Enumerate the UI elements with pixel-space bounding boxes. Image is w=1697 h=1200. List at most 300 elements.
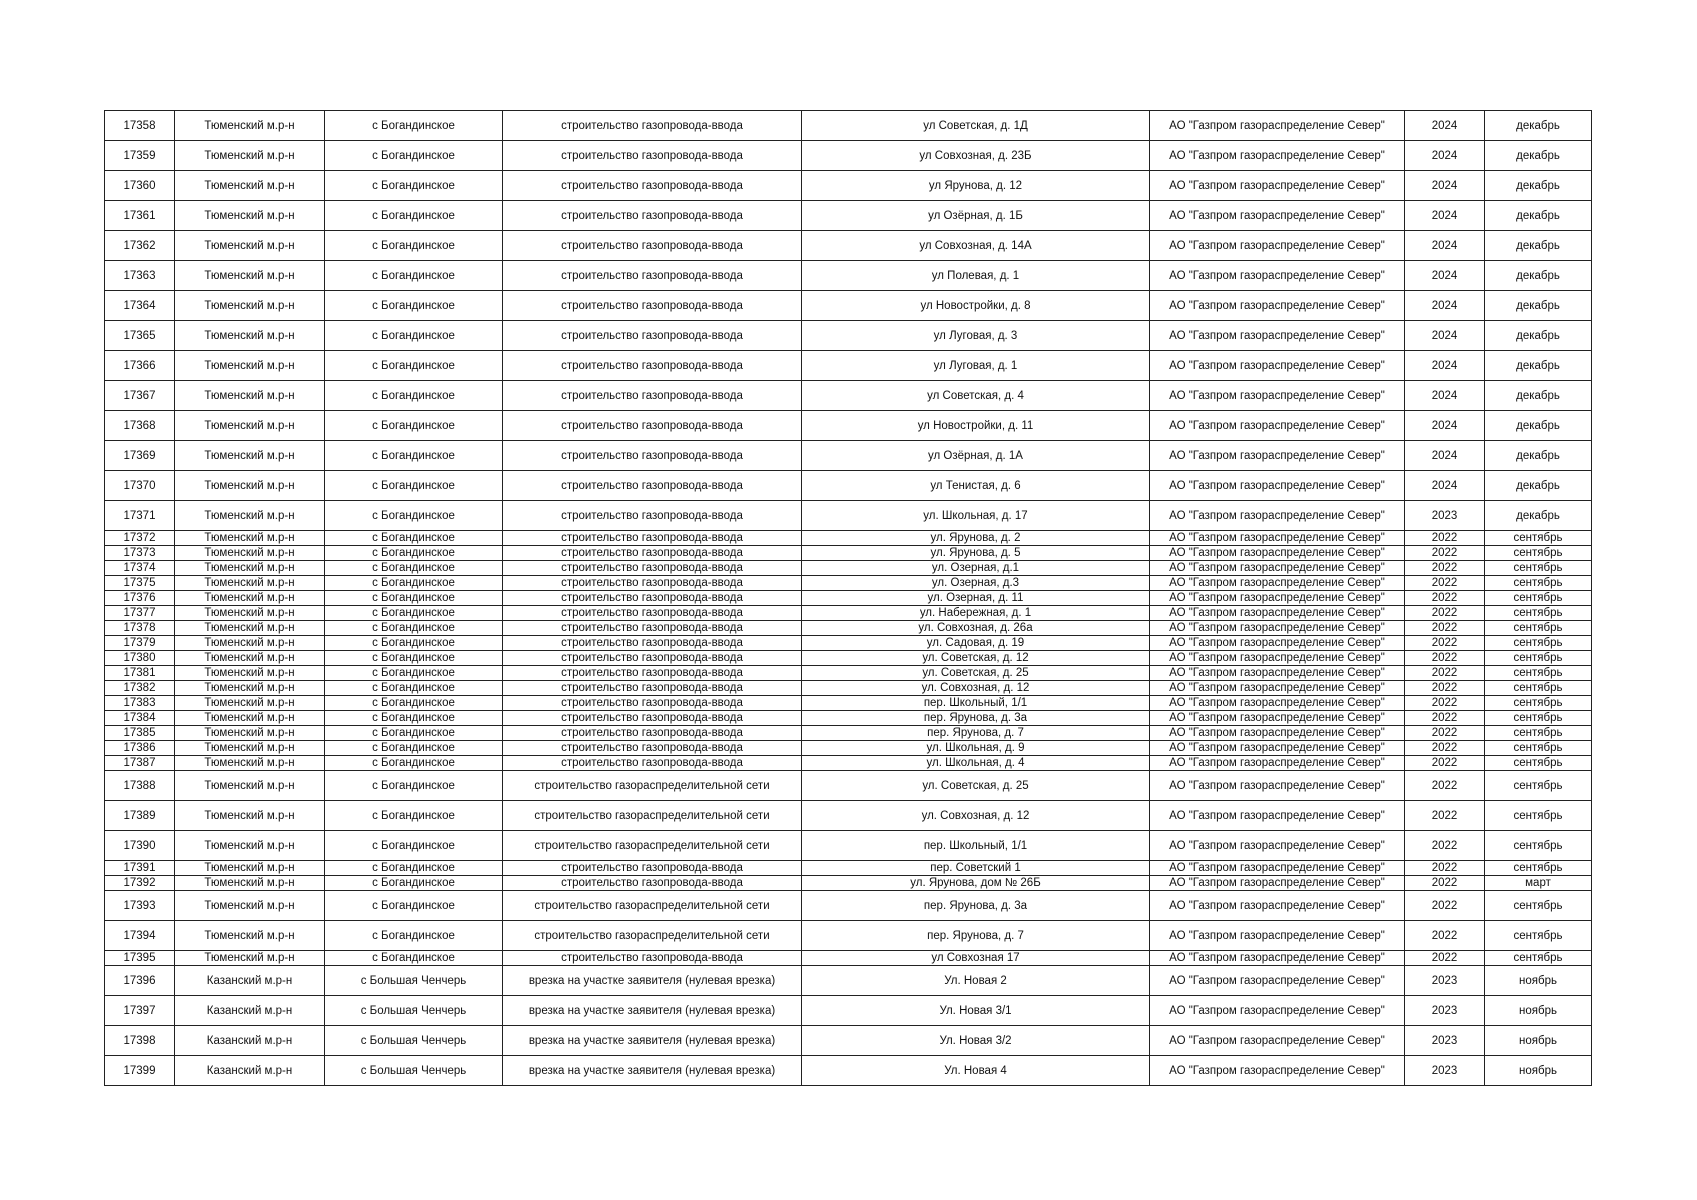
cell-year: 2023	[1405, 501, 1485, 531]
cell-year: 2022	[1405, 891, 1485, 921]
cell-id: 17372	[105, 531, 175, 546]
cell-address: ул. Ярунова, д. 2	[802, 531, 1150, 546]
cell-address: ул Совхозная, д. 14А	[802, 231, 1150, 261]
cell-year: 2022	[1405, 651, 1485, 666]
cell-locality: с Богандинское	[325, 576, 503, 591]
cell-work-type: строительство газопровода-ввода	[503, 471, 802, 501]
cell-locality: с Богандинское	[325, 651, 503, 666]
cell-month: декабрь	[1485, 321, 1592, 351]
cell-address: ул Совхозная 17	[802, 951, 1150, 966]
cell-year: 2023	[1405, 1056, 1485, 1086]
cell-work-type: врезка на участке заявителя (нулевая врезка)	[503, 1026, 802, 1056]
cell-organization: АО "Газпром газораспределение Север"	[1150, 636, 1405, 651]
cell-locality: с Богандинское	[325, 756, 503, 771]
cell-locality: с Богандинское	[325, 711, 503, 726]
cell-id: 17386	[105, 741, 175, 756]
cell-district: Тюменский м.р-н	[175, 606, 325, 621]
cell-locality: с Богандинское	[325, 381, 503, 411]
cell-district: Тюменский м.р-н	[175, 621, 325, 636]
cell-organization: АО "Газпром газораспределение Север"	[1150, 1056, 1405, 1086]
cell-district: Тюменский м.р-н	[175, 876, 325, 891]
cell-work-type: строительство газопровода-ввода	[503, 171, 802, 201]
cell-district: Тюменский м.р-н	[175, 756, 325, 771]
cell-id: 17363	[105, 261, 175, 291]
cell-district: Тюменский м.р-н	[175, 651, 325, 666]
cell-month: сентябрь	[1485, 651, 1592, 666]
cell-locality: с Богандинское	[325, 621, 503, 636]
cell-organization: АО "Газпром газораспределение Север"	[1150, 471, 1405, 501]
cell-id: 17392	[105, 876, 175, 891]
cell-locality: с Большая Ченчерь	[325, 1056, 503, 1086]
cell-organization: АО "Газпром газораспределение Север"	[1150, 531, 1405, 546]
cell-month: сентябрь	[1485, 831, 1592, 861]
table-row	[105, 621, 1592, 636]
cell-year: 2022	[1405, 771, 1485, 801]
cell-work-type: строительство газопровода-ввода	[503, 291, 802, 321]
cell-locality: с Богандинское	[325, 231, 503, 261]
cell-district: Тюменский м.р-н	[175, 741, 325, 756]
cell-id: 17360	[105, 171, 175, 201]
cell-id: 17376	[105, 591, 175, 606]
cell-work-type: строительство газопровода-ввода	[503, 726, 802, 741]
cell-address: пер. Ярунова, д. 7	[802, 921, 1150, 951]
cell-address: ул. Ярунова, дом № 26Б	[802, 876, 1150, 891]
cell-district: Тюменский м.р-н	[175, 141, 325, 171]
table-row	[105, 966, 1592, 996]
cell-district: Тюменский м.р-н	[175, 666, 325, 681]
cell-year: 2023	[1405, 996, 1485, 1026]
cell-locality: с Богандинское	[325, 831, 503, 861]
cell-address: пер. Ярунова, д. 3а	[802, 711, 1150, 726]
cell-year: 2022	[1405, 876, 1485, 891]
cell-id: 17368	[105, 411, 175, 441]
cell-locality: с Большая Ченчерь	[325, 966, 503, 996]
cell-district: Тюменский м.р-н	[175, 471, 325, 501]
cell-id: 17366	[105, 351, 175, 381]
cell-district: Тюменский м.р-н	[175, 171, 325, 201]
cell-address: ул Советская, д. 4	[802, 381, 1150, 411]
cell-district: Тюменский м.р-н	[175, 951, 325, 966]
cell-locality: с Богандинское	[325, 801, 503, 831]
cell-locality: с Богандинское	[325, 351, 503, 381]
cell-year: 2022	[1405, 831, 1485, 861]
cell-organization: АО "Газпром газораспределение Север"	[1150, 441, 1405, 471]
cell-year: 2022	[1405, 741, 1485, 756]
cell-year: 2024	[1405, 291, 1485, 321]
cell-month: декабрь	[1485, 111, 1592, 141]
cell-year: 2022	[1405, 681, 1485, 696]
cell-organization: АО "Газпром газораспределение Север"	[1150, 1026, 1405, 1056]
cell-organization: АО "Газпром газораспределение Север"	[1150, 771, 1405, 801]
cell-year: 2024	[1405, 171, 1485, 201]
cell-month: ноябрь	[1485, 1026, 1592, 1056]
cell-year: 2024	[1405, 381, 1485, 411]
cell-address: ул. Школьная, д. 9	[802, 741, 1150, 756]
cell-work-type: строительство газопровода-ввода	[503, 111, 802, 141]
table-row	[105, 756, 1592, 771]
cell-month: сентябрь	[1485, 891, 1592, 921]
table-row	[105, 381, 1592, 411]
cell-work-type: строительство газораспределительной сети	[503, 771, 802, 801]
cell-organization: АО "Газпром газораспределение Север"	[1150, 651, 1405, 666]
table-row	[105, 1056, 1592, 1086]
cell-district: Тюменский м.р-н	[175, 591, 325, 606]
table-row	[105, 891, 1592, 921]
cell-month: декабрь	[1485, 441, 1592, 471]
cell-address: ул. Советская, д. 25	[802, 771, 1150, 801]
cell-year: 2024	[1405, 111, 1485, 141]
table-row	[105, 291, 1592, 321]
cell-address: ул. Озерная, д.1	[802, 561, 1150, 576]
cell-work-type: строительство газопровода-ввода	[503, 666, 802, 681]
cell-work-type: строительство газопровода-ввода	[503, 531, 802, 546]
table-row	[105, 711, 1592, 726]
cell-work-type: строительство газопровода-ввода	[503, 651, 802, 666]
cell-organization: АО "Газпром газораспределение Север"	[1150, 756, 1405, 771]
cell-locality: с Богандинское	[325, 111, 503, 141]
cell-address: ул. Озерная, д.3	[802, 576, 1150, 591]
cell-month: сентябрь	[1485, 591, 1592, 606]
table-row	[105, 861, 1592, 876]
cell-work-type: строительство газораспределительной сети	[503, 831, 802, 861]
cell-year: 2022	[1405, 696, 1485, 711]
cell-id: 17385	[105, 726, 175, 741]
cell-district: Тюменский м.р-н	[175, 801, 325, 831]
cell-work-type: строительство газопровода-ввода	[503, 861, 802, 876]
cell-address: ул Луговая, д. 1	[802, 351, 1150, 381]
cell-organization: АО "Газпром газораспределение Север"	[1150, 381, 1405, 411]
cell-month: сентябрь	[1485, 621, 1592, 636]
cell-year: 2023	[1405, 966, 1485, 996]
cell-year: 2024	[1405, 231, 1485, 261]
cell-district: Тюменский м.р-н	[175, 411, 325, 441]
cell-work-type: строительство газораспределительной сети	[503, 921, 802, 951]
cell-id: 17370	[105, 471, 175, 501]
cell-year: 2022	[1405, 756, 1485, 771]
cell-month: декабрь	[1485, 171, 1592, 201]
table-row	[105, 591, 1592, 606]
cell-organization: АО "Газпром газораспределение Север"	[1150, 411, 1405, 441]
cell-work-type: строительство газопровода-ввода	[503, 231, 802, 261]
table-row	[105, 261, 1592, 291]
cell-district: Тюменский м.р-н	[175, 636, 325, 651]
cell-id: 17369	[105, 441, 175, 471]
cell-district: Тюменский м.р-н	[175, 441, 325, 471]
cell-work-type: строительство газопровода-ввода	[503, 141, 802, 171]
cell-locality: с Богандинское	[325, 321, 503, 351]
cell-address: ул. Совхозная, д. 26а	[802, 621, 1150, 636]
table-row	[105, 531, 1592, 546]
cell-id: 17390	[105, 831, 175, 861]
cell-year: 2022	[1405, 711, 1485, 726]
cell-work-type: строительство газопровода-ввода	[503, 951, 802, 966]
cell-organization: АО "Газпром газораспределение Север"	[1150, 576, 1405, 591]
cell-year: 2022	[1405, 591, 1485, 606]
cell-id: 17358	[105, 111, 175, 141]
table-row	[105, 726, 1592, 741]
table-row	[105, 141, 1592, 171]
data-table	[104, 110, 1592, 1086]
cell-year: 2022	[1405, 606, 1485, 621]
cell-organization: АО "Газпром газораспределение Север"	[1150, 726, 1405, 741]
table-row	[105, 681, 1592, 696]
cell-address: ул. Школьная, д. 17	[802, 501, 1150, 531]
cell-id: 17380	[105, 651, 175, 666]
cell-year: 2022	[1405, 801, 1485, 831]
cell-address: ул Озёрная, д. 1А	[802, 441, 1150, 471]
cell-organization: АО "Газпром газораспределение Север"	[1150, 501, 1405, 531]
cell-address: ул. Ярунова, д. 5	[802, 546, 1150, 561]
table-row	[105, 171, 1592, 201]
cell-id: 17375	[105, 576, 175, 591]
cell-month: сентябрь	[1485, 666, 1592, 681]
cell-work-type: строительство газопровода-ввода	[503, 876, 802, 891]
cell-month: сентябрь	[1485, 576, 1592, 591]
cell-district: Тюменский м.р-н	[175, 561, 325, 576]
cell-month: декабрь	[1485, 261, 1592, 291]
table-row	[105, 1026, 1592, 1056]
cell-district: Тюменский м.р-н	[175, 291, 325, 321]
cell-organization: АО "Газпром газораспределение Север"	[1150, 141, 1405, 171]
cell-locality: с Богандинское	[325, 561, 503, 576]
cell-year: 2022	[1405, 546, 1485, 561]
cell-district: Казанский м.р-н	[175, 966, 325, 996]
cell-locality: с Богандинское	[325, 261, 503, 291]
cell-address: ул. Озерная, д. 11	[802, 591, 1150, 606]
cell-month: сентябрь	[1485, 951, 1592, 966]
table-row	[105, 921, 1592, 951]
cell-organization: АО "Газпром газораспределение Север"	[1150, 666, 1405, 681]
cell-year: 2023	[1405, 1026, 1485, 1056]
cell-organization: АО "Газпром газораспределение Север"	[1150, 891, 1405, 921]
cell-id: 17378	[105, 621, 175, 636]
cell-address: ул Тенистая, д. 6	[802, 471, 1150, 501]
cell-locality: с Богандинское	[325, 546, 503, 561]
cell-locality: с Богандинское	[325, 606, 503, 621]
cell-id: 17373	[105, 546, 175, 561]
cell-id: 17367	[105, 381, 175, 411]
cell-year: 2022	[1405, 726, 1485, 741]
cell-organization: АО "Газпром газораспределение Север"	[1150, 291, 1405, 321]
table-row	[105, 831, 1592, 861]
cell-work-type: строительство газораспределительной сети	[503, 801, 802, 831]
cell-locality: с Богандинское	[325, 921, 503, 951]
cell-work-type: строительство газопровода-ввода	[503, 591, 802, 606]
cell-id: 17377	[105, 606, 175, 621]
cell-year: 2022	[1405, 531, 1485, 546]
cell-id: 17383	[105, 696, 175, 711]
cell-organization: АО "Газпром газораспределение Север"	[1150, 711, 1405, 726]
cell-id: 17394	[105, 921, 175, 951]
cell-address: ул. Совхозная, д. 12	[802, 681, 1150, 696]
table-row	[105, 441, 1592, 471]
cell-work-type: строительство газопровода-ввода	[503, 561, 802, 576]
cell-district: Казанский м.р-н	[175, 1056, 325, 1086]
cell-address: Ул. Новая 4	[802, 1056, 1150, 1086]
cell-district: Тюменский м.р-н	[175, 321, 325, 351]
cell-work-type: врезка на участке заявителя (нулевая врезка)	[503, 1056, 802, 1086]
cell-work-type: строительство газопровода-ввода	[503, 261, 802, 291]
cell-month: ноябрь	[1485, 966, 1592, 996]
table-row	[105, 111, 1592, 141]
cell-year: 2024	[1405, 471, 1485, 501]
cell-address: ул Полевая, д. 1	[802, 261, 1150, 291]
cell-work-type: строительство газопровода-ввода	[503, 441, 802, 471]
cell-work-type: строительство газопровода-ввода	[503, 681, 802, 696]
cell-month: ноябрь	[1485, 996, 1592, 1026]
cell-work-type: строительство газопровода-ввода	[503, 381, 802, 411]
cell-work-type: строительство газопровода-ввода	[503, 696, 802, 711]
cell-district: Тюменский м.р-н	[175, 831, 325, 861]
cell-work-type: врезка на участке заявителя (нулевая врезка)	[503, 966, 802, 996]
cell-work-type: строительство газопровода-ввода	[503, 756, 802, 771]
cell-month: декабрь	[1485, 411, 1592, 441]
table-row	[105, 501, 1592, 531]
cell-address: пер. Ярунова, д. 3а	[802, 891, 1150, 921]
table-row	[105, 771, 1592, 801]
cell-locality: с Богандинское	[325, 876, 503, 891]
cell-year: 2022	[1405, 861, 1485, 876]
cell-id: 17393	[105, 891, 175, 921]
cell-address: ул. Садовая, д. 19	[802, 636, 1150, 651]
cell-address: пер. Ярунова, д. 7	[802, 726, 1150, 741]
table-row	[105, 201, 1592, 231]
cell-work-type: строительство газопровода-ввода	[503, 621, 802, 636]
cell-year: 2022	[1405, 666, 1485, 681]
cell-district: Тюменский м.р-н	[175, 231, 325, 261]
cell-locality: с Богандинское	[325, 771, 503, 801]
cell-year: 2024	[1405, 321, 1485, 351]
table-row	[105, 606, 1592, 621]
cell-month: сентябрь	[1485, 681, 1592, 696]
cell-year: 2024	[1405, 141, 1485, 171]
cell-district: Тюменский м.р-н	[175, 576, 325, 591]
cell-organization: АО "Газпром газораспределение Север"	[1150, 546, 1405, 561]
cell-organization: АО "Газпром газораспределение Север"	[1150, 801, 1405, 831]
cell-month: сентябрь	[1485, 756, 1592, 771]
cell-id: 17387	[105, 756, 175, 771]
cell-address: ул. Набережная, д. 1	[802, 606, 1150, 621]
cell-district: Тюменский м.р-н	[175, 681, 325, 696]
cell-year: 2022	[1405, 621, 1485, 636]
cell-address: Ул. Новая 2	[802, 966, 1150, 996]
cell-organization: АО "Газпром газораспределение Север"	[1150, 321, 1405, 351]
cell-work-type: строительство газопровода-ввода	[503, 576, 802, 591]
cell-work-type: строительство газопровода-ввода	[503, 606, 802, 621]
cell-month: сентябрь	[1485, 726, 1592, 741]
cell-locality: с Богандинское	[325, 591, 503, 606]
cell-organization: АО "Газпром газораспределение Север"	[1150, 231, 1405, 261]
cell-id: 17398	[105, 1026, 175, 1056]
cell-work-type: строительство газопровода-ввода	[503, 501, 802, 531]
table-row	[105, 696, 1592, 711]
cell-locality: с Богандинское	[325, 726, 503, 741]
cell-locality: с Большая Ченчерь	[325, 996, 503, 1026]
cell-id: 17396	[105, 966, 175, 996]
cell-locality: с Богандинское	[325, 171, 503, 201]
cell-address: ул Новостройки, д. 8	[802, 291, 1150, 321]
cell-district: Тюменский м.р-н	[175, 531, 325, 546]
cell-locality: с Богандинское	[325, 951, 503, 966]
cell-id: 17391	[105, 861, 175, 876]
table-row	[105, 351, 1592, 381]
cell-address: ул. Школьная, д. 4	[802, 756, 1150, 771]
cell-organization: АО "Газпром газораспределение Север"	[1150, 261, 1405, 291]
cell-organization: АО "Газпром газораспределение Север"	[1150, 351, 1405, 381]
cell-organization: АО "Газпром газораспределение Север"	[1150, 696, 1405, 711]
cell-locality: с Богандинское	[325, 201, 503, 231]
cell-month: сентябрь	[1485, 546, 1592, 561]
cell-month: сентябрь	[1485, 771, 1592, 801]
table-row	[105, 321, 1592, 351]
cell-organization: АО "Газпром газораспределение Север"	[1150, 861, 1405, 876]
cell-address: Ул. Новая 3/2	[802, 1026, 1150, 1056]
cell-month: декабрь	[1485, 291, 1592, 321]
table-row	[105, 996, 1592, 1026]
cell-id: 17382	[105, 681, 175, 696]
cell-district: Тюменский м.р-н	[175, 861, 325, 876]
cell-id: 17364	[105, 291, 175, 321]
cell-locality: с Богандинское	[325, 681, 503, 696]
table-row	[105, 876, 1592, 891]
cell-id: 17379	[105, 636, 175, 651]
table-row	[105, 411, 1592, 441]
cell-year: 2024	[1405, 351, 1485, 381]
cell-organization: АО "Газпром газораспределение Север"	[1150, 996, 1405, 1026]
cell-id: 17395	[105, 951, 175, 966]
cell-locality: с Богандинское	[325, 471, 503, 501]
table-row	[105, 546, 1592, 561]
cell-work-type: строительство газопровода-ввода	[503, 546, 802, 561]
cell-address: ул Советская, д. 1Д	[802, 111, 1150, 141]
cell-district: Тюменский м.р-н	[175, 201, 325, 231]
cell-district: Тюменский м.р-н	[175, 771, 325, 801]
cell-address: Ул. Новая 3/1	[802, 996, 1150, 1026]
cell-id: 17365	[105, 321, 175, 351]
cell-id: 17371	[105, 501, 175, 531]
table-row	[105, 651, 1592, 666]
cell-year: 2022	[1405, 636, 1485, 651]
cell-locality: с Богандинское	[325, 291, 503, 321]
cell-district: Тюменский м.р-н	[175, 261, 325, 291]
cell-id: 17359	[105, 141, 175, 171]
cell-district: Тюменский м.р-н	[175, 546, 325, 561]
cell-locality: с Богандинское	[325, 696, 503, 711]
cell-month: сентябрь	[1485, 861, 1592, 876]
cell-district: Тюменский м.р-н	[175, 111, 325, 141]
cell-organization: АО "Газпром газораспределение Север"	[1150, 591, 1405, 606]
cell-year: 2022	[1405, 921, 1485, 951]
cell-month: декабрь	[1485, 381, 1592, 411]
cell-id: 17384	[105, 711, 175, 726]
cell-year: 2024	[1405, 441, 1485, 471]
table-row	[105, 636, 1592, 651]
cell-year: 2022	[1405, 561, 1485, 576]
cell-locality: с Богандинское	[325, 411, 503, 441]
cell-year: 2022	[1405, 951, 1485, 966]
cell-work-type: строительство газопровода-ввода	[503, 711, 802, 726]
cell-month: сентябрь	[1485, 741, 1592, 756]
cell-work-type: строительство газопровода-ввода	[503, 351, 802, 381]
cell-work-type: строительство газопровода-ввода	[503, 741, 802, 756]
cell-organization: АО "Газпром газораспределение Север"	[1150, 876, 1405, 891]
cell-id: 17361	[105, 201, 175, 231]
cell-organization: АО "Газпром газораспределение Север"	[1150, 966, 1405, 996]
cell-work-type: строительство газопровода-ввода	[503, 201, 802, 231]
cell-district: Казанский м.р-н	[175, 996, 325, 1026]
cell-organization: АО "Газпром газораспределение Север"	[1150, 621, 1405, 636]
table-body	[105, 111, 1592, 1086]
